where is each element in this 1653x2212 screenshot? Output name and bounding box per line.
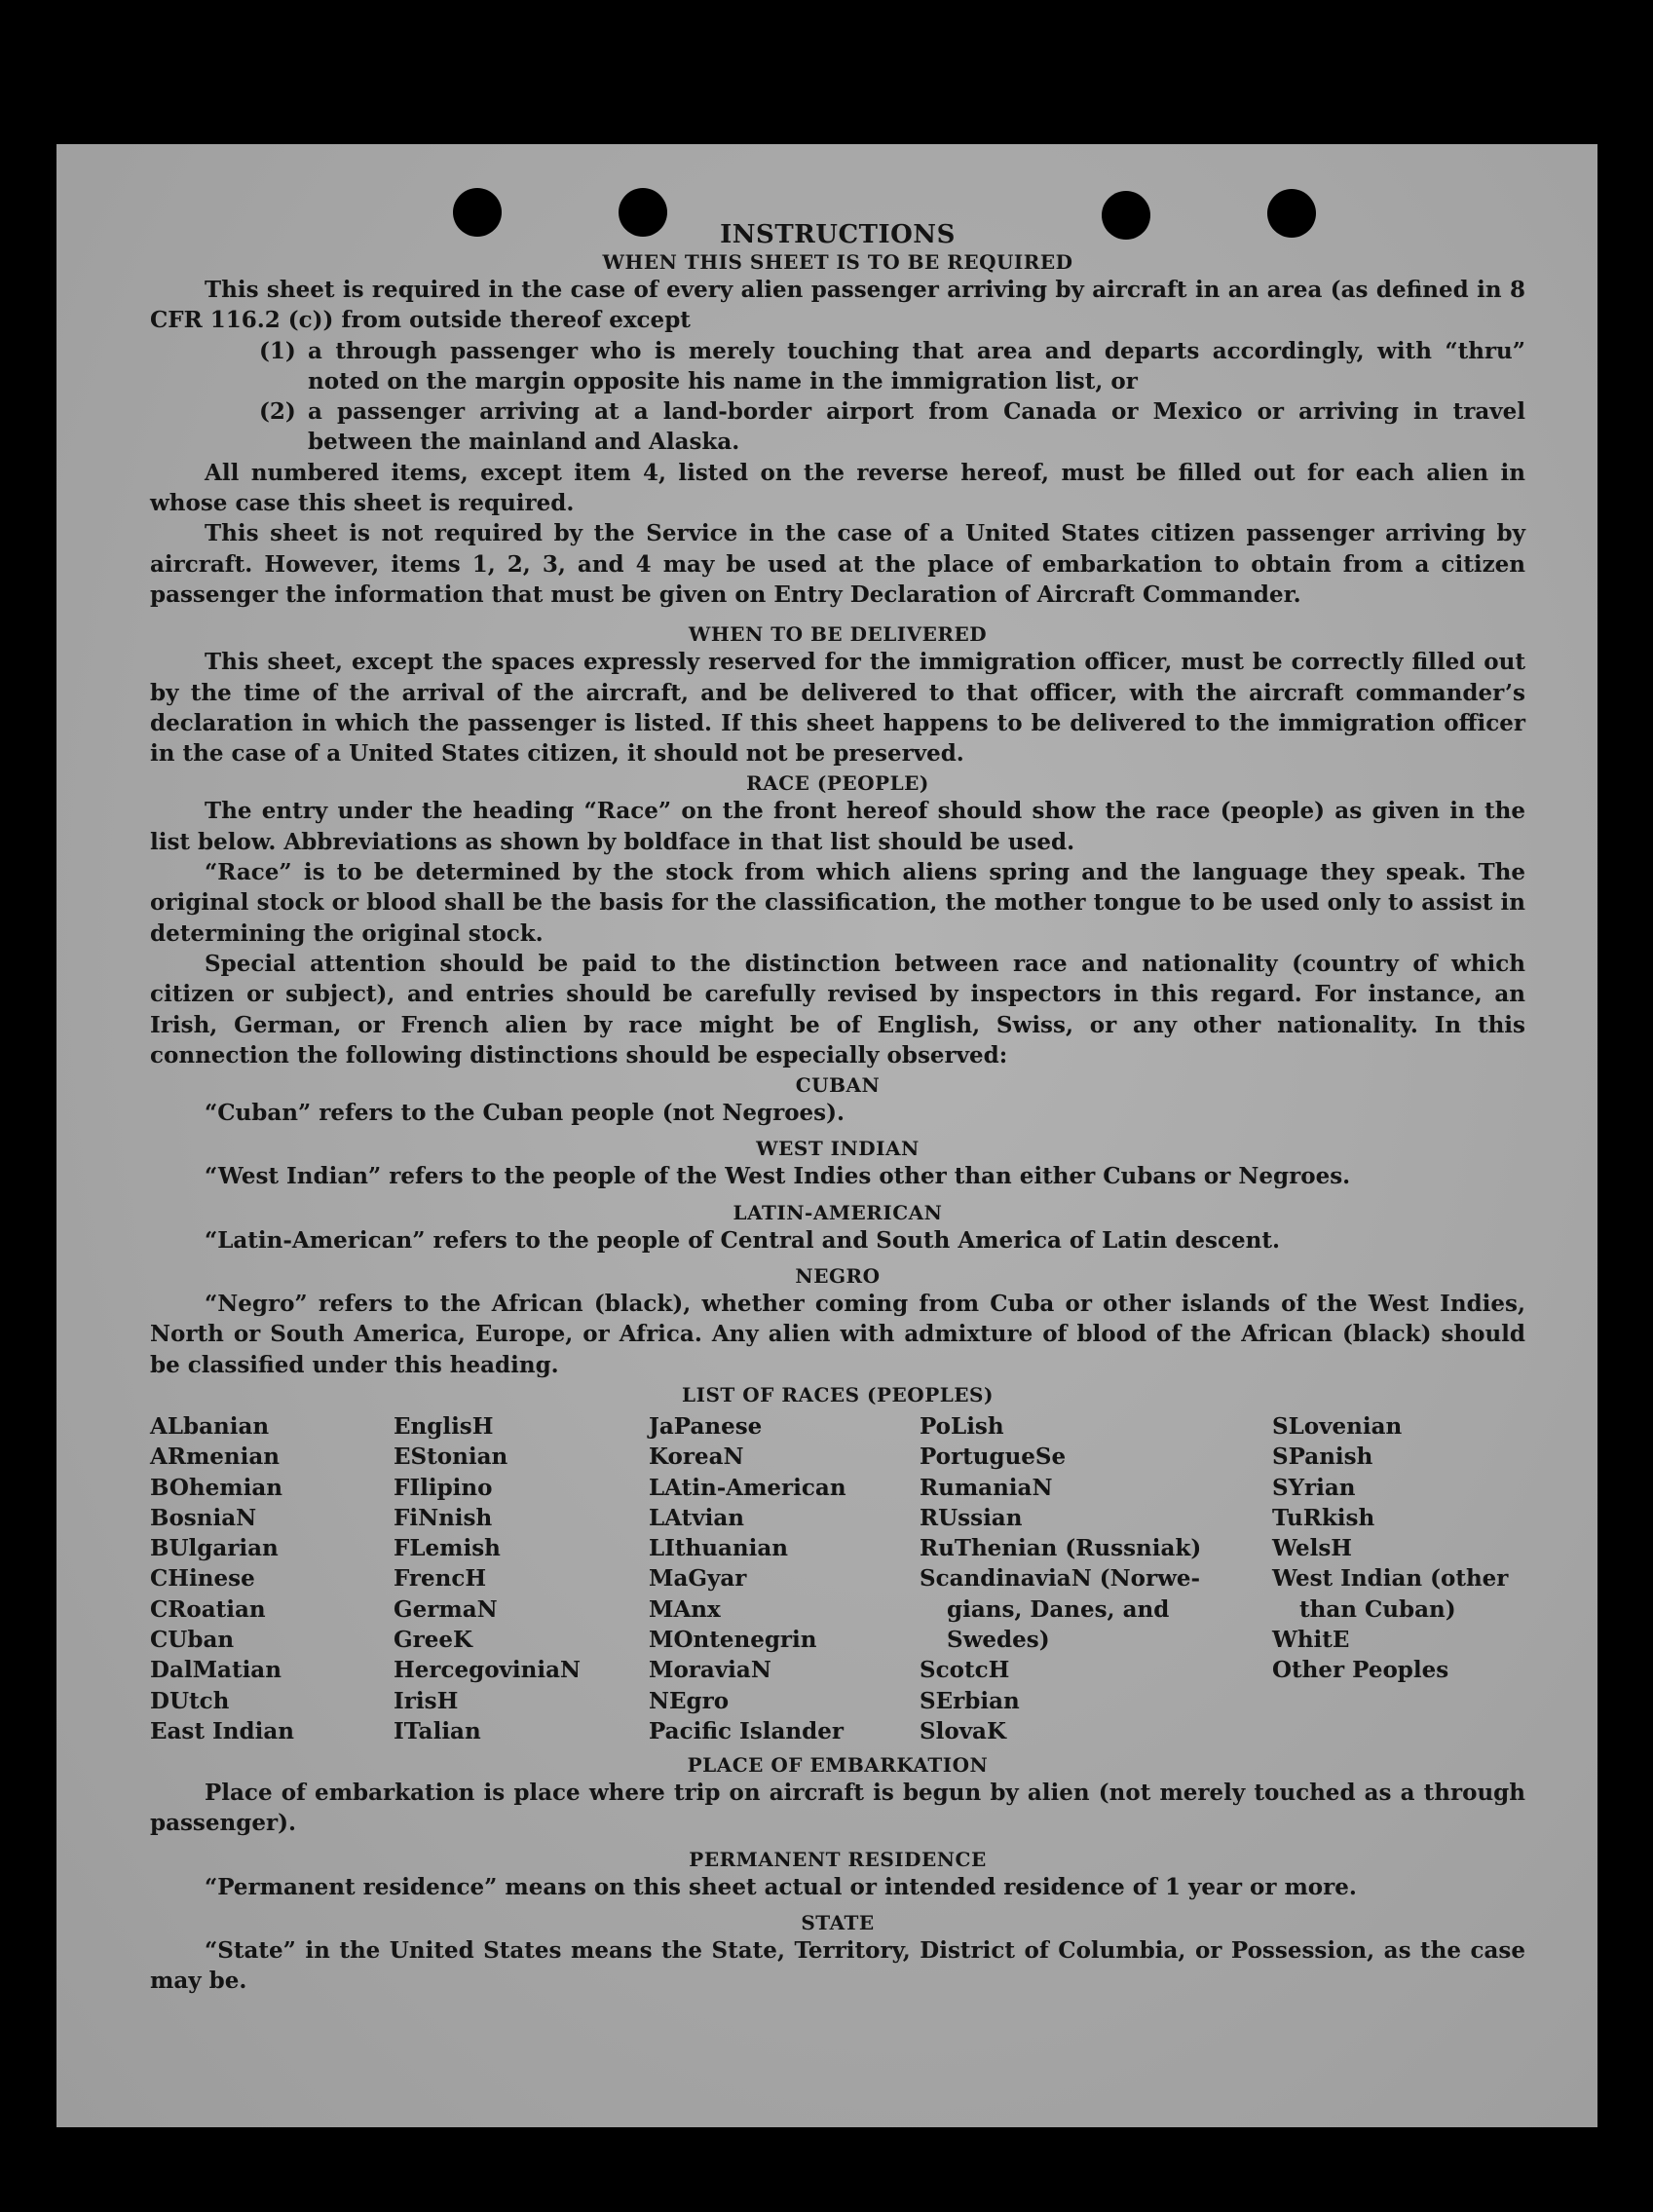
race-list-item: Pacific Islander xyxy=(649,1717,844,1744)
race-list-item: BOhemian xyxy=(150,1474,282,1501)
section-heading-cuban: CUBAN xyxy=(795,1073,881,1098)
race-list-item: Other Peoples xyxy=(1272,1657,1449,1684)
section-heading-state: STATE xyxy=(801,1911,875,1935)
race-list-item: TuRkish xyxy=(1272,1504,1375,1531)
numbered-item-1 xyxy=(150,336,1525,397)
paragraph-required: This sheet is required in the case of every alien passenger arriving by aircraft in an area (as defined in 8 CFR 116.2 (c)) from outside thereof except xyxy=(150,277,1525,334)
race-list-item: KoreaN xyxy=(649,1443,744,1471)
section-heading-required: WHEN THIS SHEET IS TO BE REQUIRED xyxy=(602,250,1073,274)
race-list-item: CHinese xyxy=(150,1565,255,1593)
race-list-item: GreeK xyxy=(394,1626,473,1653)
race-column-3 xyxy=(649,1411,920,1746)
race-list-item: WhitE xyxy=(1272,1626,1350,1653)
paragraph-citizen: This sheet is not required by the Service in the case of a United States citizen passenger arriving by aircraft. However, items 1, 2, 3, and 4 may be used at the place of embarkation to obtain from a citizen passenger the information that must be given on Entry Declaration of Aircraft Commander. xyxy=(150,520,1525,608)
race-list-item: DUtch xyxy=(150,1687,230,1714)
race-list-item: BUlgarian xyxy=(150,1535,279,1562)
paragraph-latin-american: “Latin-American” refers to the people of Central and South America of Latin descent. xyxy=(205,1226,1280,1254)
race-list-item: EnglisH xyxy=(394,1412,494,1440)
section-heading-west-indian: WEST INDIAN xyxy=(756,1137,920,1161)
race-list-item: RUssian xyxy=(920,1504,1023,1531)
race-list-item: ARmenian xyxy=(150,1443,281,1471)
race-list-item: than Cuban) xyxy=(1299,1595,1456,1623)
item-number: (1) xyxy=(259,337,296,364)
item-text: a through passenger who is merely touching that area and departs accordingly, with “thru” noted on the margin opposite his name in the immigration list, or xyxy=(308,337,1525,394)
race-list-item: DalMatian xyxy=(150,1657,282,1684)
race-column-2 xyxy=(394,1411,649,1746)
race-list-item: PortugueSe xyxy=(920,1443,1067,1471)
race-list-item: gians, Danes, and xyxy=(947,1595,1170,1623)
race-list-item: JaPanese xyxy=(649,1412,763,1440)
race-list-item: West Indian (other xyxy=(1272,1565,1509,1593)
race-list-item: East Indian xyxy=(150,1717,294,1744)
section-heading-negro: NEGRO xyxy=(795,1264,881,1289)
paragraph-delivered: This sheet, except the spaces expressly reserved for the immigration officer, must be correctly filled out by the time of the arrival of the aircraft, and be delivered to that officer, with the aircraft commander’s declaration in which the passenger is listed. If this sheet happens to be delivered to the immigration officer in the case of a United States citizen, it should not be preserved. xyxy=(150,649,1525,768)
race-list-item: RumaniaN xyxy=(920,1474,1053,1501)
race-list-item: CUban xyxy=(150,1626,235,1653)
race-list-item: SYrian xyxy=(1272,1474,1356,1501)
race-list-item: MoraviaN xyxy=(649,1657,771,1684)
race-list-item: ITalian xyxy=(394,1717,481,1744)
race-column-5 xyxy=(1272,1411,1525,1746)
section-heading-latin-american: LATIN-AMERICAN xyxy=(733,1200,943,1224)
race-list-item: WelsH xyxy=(1272,1535,1353,1562)
race-list-item: MaGyar xyxy=(649,1565,747,1593)
race-list-item: GermaN xyxy=(394,1595,498,1623)
race-list-item: LAtin-American xyxy=(649,1474,846,1501)
paragraph-race-nationality: Special attention should be paid to the distinction between race and nationality (country of which citizen or subject), and entries should be carefully revised by inspectors in this regard. For instance, an Irish, German, or French alien by race might be of English, Swiss, or any other nationality. In this connection the following distinctions should be especially observed: xyxy=(150,950,1525,1069)
section-heading-list-of-races: LIST OF RACES (PEOPLES) xyxy=(682,1382,994,1406)
paragraph-embarkation: Place of embarkation is place where trip on aircraft is begun by alien (not merely touched as a through passenger). xyxy=(150,1780,1525,1837)
race-list-item: ScandinaviaN (Norwe- xyxy=(920,1565,1201,1593)
race-list-item: ALbanian xyxy=(150,1412,270,1440)
race-list-item: FIlipino xyxy=(394,1474,493,1501)
race-list-item: FiNnish xyxy=(394,1504,493,1531)
numbered-item-2 xyxy=(150,396,1525,458)
race-list-item: SErbian xyxy=(920,1687,1020,1714)
race-list-item: PoLish xyxy=(920,1412,1004,1440)
race-list-item: CRoatian xyxy=(150,1595,266,1623)
race-list-item: BosniaN xyxy=(150,1504,257,1531)
instructions-content xyxy=(150,220,1525,1997)
race-list-item: LAtvian xyxy=(649,1504,744,1531)
paragraph-state: “State” in the United States means the State, Territory, District of Columbia, or Possession, as the case may be. xyxy=(150,1937,1525,1995)
item-number: (2) xyxy=(259,398,296,426)
race-list-item: EStonian xyxy=(394,1443,508,1471)
paragraph-residence: “Permanent residence” means on this sheet actual or intended residence of 1 year or more. xyxy=(205,1873,1357,1900)
section-heading-embarkation: PLACE OF EMBARKATION xyxy=(687,1753,989,1778)
race-list-item: FLemish xyxy=(394,1535,501,1562)
race-list-item: IrisH xyxy=(394,1687,459,1714)
paragraph-cuban: “Cuban” refers to the Cuban people (not Negroes). xyxy=(205,1100,845,1127)
race-list-item: NEgro xyxy=(649,1687,730,1714)
race-list-item: SLovenian xyxy=(1272,1412,1403,1440)
race-column-4 xyxy=(920,1411,1272,1746)
race-list-item: RuThenian (Russniak) xyxy=(920,1535,1202,1562)
race-list-item: LIthuanian xyxy=(649,1535,788,1562)
race-list-item: Swedes) xyxy=(947,1626,1050,1653)
paragraph-numbered-items: All numbered items, except item 4, listed on the reverse hereof, must be filled out for each alien in whose case this sheet is required. xyxy=(150,459,1525,517)
race-list xyxy=(150,1411,1525,1746)
race-list-item: SPanish xyxy=(1272,1443,1373,1471)
race-list-item: FrencH xyxy=(394,1565,487,1593)
paragraph-race-entry: The entry under the heading “Race” on the front hereof should show the race (people) as given in the list below. Abbreviations as shown by boldface in that list should be used. xyxy=(150,798,1525,855)
section-heading-race: RACE (PEOPLE) xyxy=(746,771,929,796)
paragraph-race-stock: “Race” is to be determined by the stock from which aliens spring and the language they speak. The original stock or blood shall be the basis for the classification, the mother tongue to be used only to assist in determining the original stock. xyxy=(150,859,1525,947)
paragraph-negro: “Negro” refers to the African (black), whether coming from Cuba or other islands of the West Indies, North or South America, Europe, or Africa. Any alien with admixture of blood of the African (black) should be classified under this heading. xyxy=(150,1291,1525,1378)
race-list-item: SlovaK xyxy=(920,1717,1006,1744)
item-text: a passenger arriving at a land-border airport from Canada or Mexico or arriving in travel between the mainland and Alaska. xyxy=(308,398,1525,456)
race-column-1 xyxy=(150,1411,394,1746)
page-title: INSTRUCTIONS xyxy=(720,220,956,249)
race-list-item: MOntenegrin xyxy=(649,1626,817,1653)
race-list-item: ScotcH xyxy=(920,1657,1010,1684)
section-heading-delivered: WHEN TO BE DELIVERED xyxy=(688,622,988,647)
section-heading-residence: PERMANENT RESIDENCE xyxy=(689,1847,987,1871)
race-list-item: MAnx xyxy=(649,1595,721,1623)
race-list-item: HercegoviniaN xyxy=(394,1657,582,1684)
paragraph-west-indian: “West Indian” refers to the people of the West Indies other than either Cubans or Negroes. xyxy=(205,1163,1351,1190)
